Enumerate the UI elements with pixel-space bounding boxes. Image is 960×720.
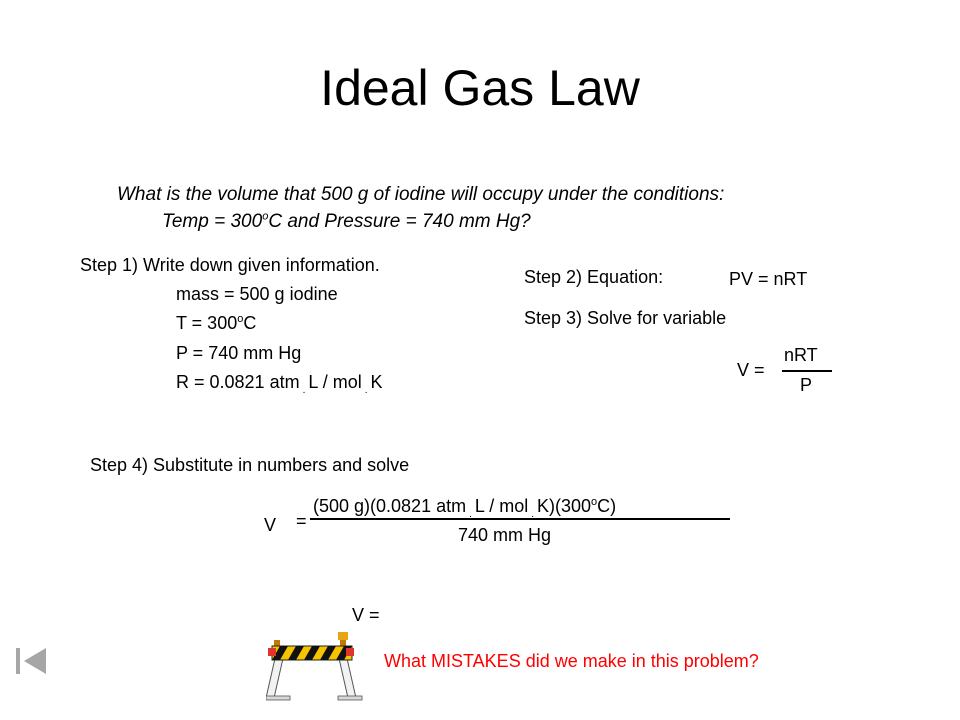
first-slide-icon[interactable] — [14, 646, 48, 676]
step2-heading: Step 2) Equation: — [524, 267, 664, 287]
substitution-numerator: (500 g)(0.0821 atm $_.$ L / mol $_.$ K)(300$^o$C) — [313, 496, 617, 520]
solved-fraction-bar — [782, 370, 832, 372]
question-line-2: Temp = $300^oC$ and Pressure = 740 mm Hg? — [162, 210, 531, 232]
step3-heading: Step 3) Solve for variable — [524, 308, 727, 328]
given-pressure: P = 740 mm Hg — [176, 343, 302, 363]
step1-heading: Step 1) Write down given information. — [80, 255, 380, 275]
slide-title: Ideal Gas Law — [320, 60, 640, 116]
substitution-fraction-bar — [310, 518, 730, 520]
substitution-lhs-v: V — [264, 515, 277, 535]
substitution-equals: = — [296, 511, 307, 531]
result-label: V = — [352, 605, 380, 625]
given-mass: mass = 500 g iodine — [176, 284, 338, 304]
substitution-denominator: 740 mm Hg — [458, 525, 552, 545]
ideal-gas-equation: PV = nRT — [729, 269, 808, 289]
construction-barricade-icon — [266, 630, 366, 702]
step4-heading: Step 4) Substitute in numbers and solve — [90, 455, 410, 475]
mistakes-question: What MISTAKES did we make in this problem? — [384, 651, 759, 671]
solved-equation-lhs: V = — [737, 360, 765, 380]
solved-equation-numerator: nRT — [784, 345, 818, 365]
question-line-1: What is the volume that 500 g of iodine will occupy under the conditions: — [117, 184, 725, 205]
given-gas-constant: R = 0.0821 atm $_.$ L / mol $_.$ K — [176, 372, 383, 396]
given-temperature: $T = 300^oC$ — [176, 313, 257, 333]
solved-equation-denominator: P — [800, 375, 813, 395]
